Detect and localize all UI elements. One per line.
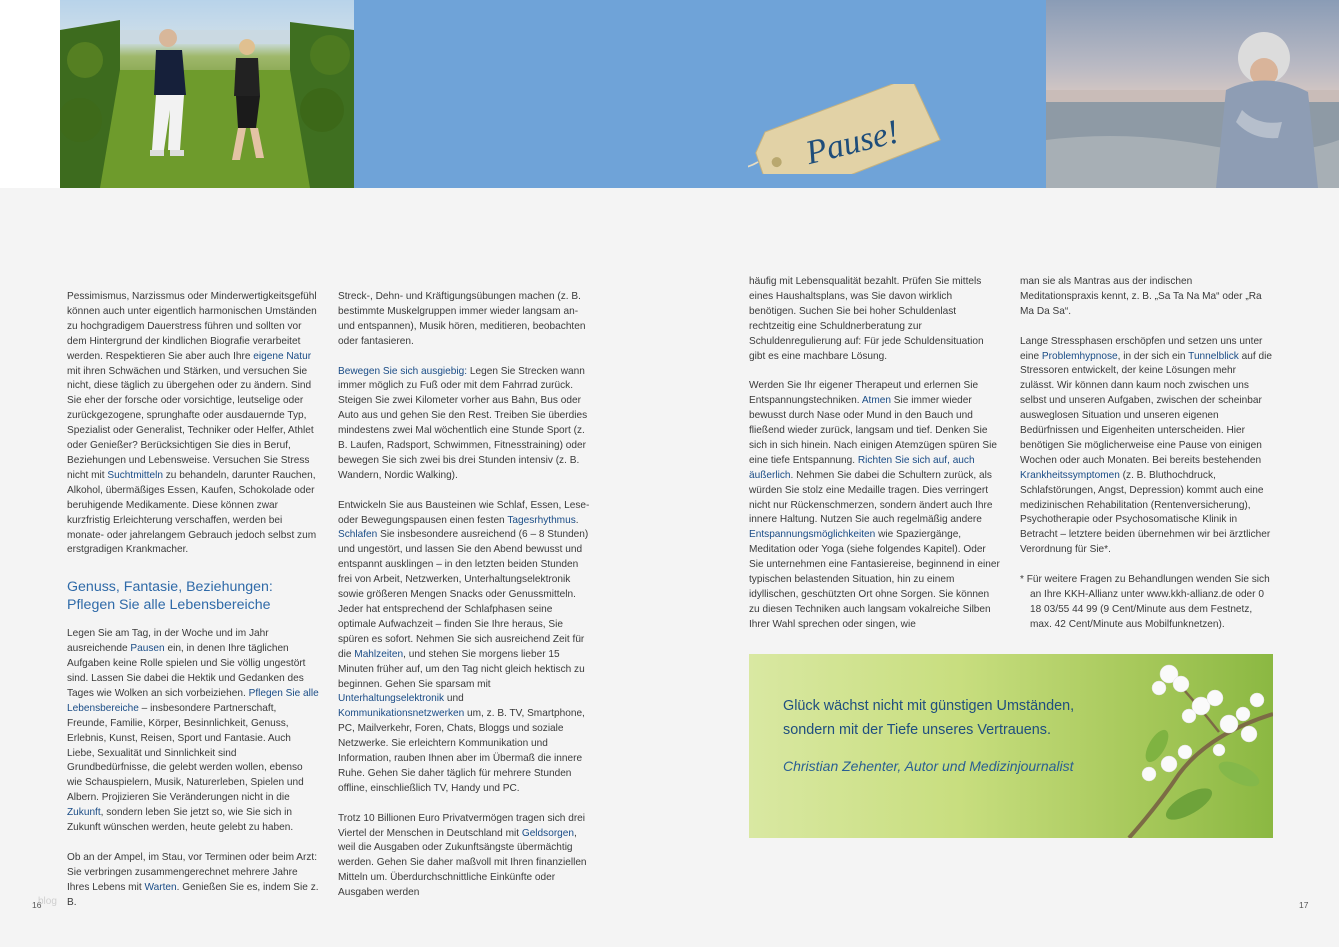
- paragraph: Ob an der Ampel, im Stau, vor Terminen oder beim Arzt: Sie verbringen zusammengerechnet mehrere Jahre Ihres Lebens mit Warten. Genießen Sie es, indem Sie z. B.: [67, 851, 319, 908]
- column-3: [749, 275, 1001, 648]
- column-4: [1020, 275, 1272, 648]
- quote-author: Christian Zehenter, Autor und Medizinjournalist: [783, 758, 1074, 774]
- keyword-link: Suchtmitteln: [107, 469, 163, 481]
- column-2: [338, 290, 590, 916]
- paragraph: Lange Stressphasen erschöpfen und setzen uns unter eine Problemhypnose, in der sich ein Tunnelblick auf die Stressoren entwickelt, der keine Lösungen mehr zulässt. Wir können dann kaum noch zwischen uns selbst und unseren Aufgaben, zwischen der scheinbar ausweglosen Situation und unseren eigenen Bedürfnissen und Eigenheiten unterscheiden. Hier benötigen Sie möglicherweise eine Pause von einigen Wochen oder auch Monaten. Bei bereits bestehenden Krankheitssymptomen (z. B. Bluthochdruck, Schlafstörungen, Angst, Depression) kommt auch eine medizinischen Rehabilitation (Rentenversicherung), Psychotherapie oder Psychosomatische Klinik in Betracht – letztere beiden übernehmen wir bei ärztlicher Verordnung für Sie*.: [1020, 335, 1272, 556]
- watermark: blog: [38, 896, 57, 907]
- woman-at-sea-illustration: [1046, 0, 1339, 188]
- keyword-link: Unterhaltungselektronik: [338, 693, 445, 705]
- column-1: [67, 290, 319, 925]
- paragraph: häufig mit Lebensqualität bezahlt. Prüfen Sie mittels eines Haushaltsplans, was Sie davon wirklich benötigen. Suchen Sie bei hoher Schuldenlast rechtzeitig eine Schuldnerberatung zur Schuldenregulierung auf: Für jede Schuldensituation gibt es eine machbare Lösung.: [749, 276, 984, 362]
- paragraph: Trotz 10 Billionen Euro Privatvermögen tragen sich drei Viertel der Menschen in Deutschland mit Geldsorgen, weil die Ausgaben oder Zukunftsängste übermächtig werden. Gehen Sie daher maßvoll mit Ihren finanziellen Mitteln um. Überdurchschnittliche Einkünfte oder Ausgaben werden: [338, 812, 587, 899]
- keyword-link: Warten: [144, 881, 177, 893]
- keyword-link: Pausen: [130, 643, 165, 655]
- keyword-link: Atmen: [861, 395, 891, 407]
- keyword-link: Krankheitssymptomen: [1020, 469, 1120, 481]
- paragraph: man sie als Mantras aus der indischen Meditationspraxis kennt, z. B. „Sa Ta Na Ma“ oder „Ra Ma Da Sa“.: [1020, 276, 1262, 317]
- paragraph: Pessimismus, Narzissmus oder Minderwertigkeitsgefühl können auch unter eigentlich harmonischen Umständen zu hochgradigem Dauerstress führen und sollten vor dem Hintergrund der kindlichen Biografie verarbeitet werden. Respektieren Sie aber auch Ihre eigene Natur mit ihren Schwächen und Stärken, und versuchen Sie nicht, diese täglich zu übergehen oder zu ändern. Sind Sie eher der forsche oder vorsichtige, leutselige oder zurückgezogene, sprunghafte oder ausdauernde Typ, Spezialist oder Generalist, Techniker oder Helfer, Athlet oder Genießer? Berücksichtigen Sie dies in Beruf, Beziehungen und Lebensweise. Versuchen Sie Stress nicht mit Suchtmitteln zu behandeln, darunter Rauchen, Alkohol, übermäßiges Essen, Kaufen, Schokolade oder beruhigende Medikamente. Diese können zwar kurzfristig Erleichterung verschaffen, werden bei monate- oder jahrelangem Gebrauch jedoch selbst zum erstgradigen Krankmacher.: [67, 291, 317, 556]
- keyword-link: eigene Natur: [253, 350, 312, 362]
- quote-box: [749, 654, 1273, 838]
- paragraph: Legen Sie am Tag, in der Woche und im Jahr ausreichende Pausen ein, in denen Ihre täglichen Aufgaben keine Rolle spielen und Sie völlig ungestört sind. Lassen Sie dabei die Hektik und Gedanken des Tages wie Wolken an sich vorbeiziehen. Pflegen Sie alle Lebensbereiche – insbesondere Partnerschaft, Freunde, Familie, Körper, Besinnlichkeit, Genuss, Erlebnis, Kunst, Reisen, Sport und Fantasie. Auch Liebe, Sexualität und Sinnlichkeit sind Grundbedürfnisse, die gelebt werden wollen, ebenso wie Schauspielern, Musik, Naturerleben, Spielen und Albern. Projizieren Sie Veränderungen nicht in die Zukunft, sondern leben Sie jetzt so, wie Sie sich in Zukunft wünschen werden, heute gelebt zu haben.: [67, 628, 319, 834]
- keyword-link: Mahlzeiten: [354, 648, 404, 660]
- paragraph: Streck-, Dehn- und Kräftigungsübungen machen (z. B. bestimmte Muskelgruppen immer wieder langsam an- und entspannen), Musik hören, meditieren, beobachten oder fantasieren.: [338, 291, 586, 347]
- jogging-couple-illustration: [60, 0, 354, 188]
- header-banner: [0, 0, 1339, 188]
- paragraph: Werden Sie Ihr eigener Therapeut und erlernen Sie Entspannungstechniken. Atmen Sie immer wieder bewusst durch Nase oder Mund in den Bauch und fließend wieder zurück, langsam und tief. Denken Sie sich in sich hinein. Nach einigen Atemzügen spüren Sie eine tiefe Entspannung. Richten Sie sich auf, auch äußerlich. Nehmen Sie dabei die Schultern zurück, als würden Sie stolz eine Medaille tragen. Dies verringert nicht nur Rückenschmerzen, sondern ändert auch Ihre innere Haltung. Nutzen Sie auch regelmäßig andere Entspannungsmöglichkeiten wie Spaziergänge, Meditation oder Yoga (siehe folgendes Kapitel). Oder Sie unternehmen eine Fantasiereise, beginnend in einer typischen belastenden Situation, hin zu einem idyllischen, geschützten Ort ohne Sorgen. Sie können zu diesen Techniken auch langsam vokalreiche Silben Ihrer Wahl sprechen oder singen, wie: [749, 380, 1000, 630]
- keyword-link: Tunnelblick: [1188, 350, 1239, 362]
- keyword-link: Geldsorgen: [521, 827, 575, 839]
- keyword-link: Richten Sie sich auf, auch äußerlich: [749, 454, 975, 481]
- paragraph: Entwickeln Sie aus Bausteinen wie Schlaf, Essen, Lese- oder Bewegungspausen einen festen Tagesrhythmus. Schlafen Sie insbesondere ausreichend (6 – 8 Stunden) und ungestört, und lassen Sie den Abend bewusst und entspannt ausklingen – in den letzten beiden Stunden frei von Arbeit, Netzwerken, Unterhaltungselektronik sowie größeren Mengen Snacks oder Genussmitteln. Jeder hat entsprechend der Schlafphasen seine optimale Aufwachzeit – finden Sie Ihre heraus, Sie spüren es sofort. Nehmen Sie sich ausreichend Zeit für die Mahlzeiten, und stehen Sie morgens lieber 15 Minuten früher auf, um den Tag nicht gleich hektisch zu beginnen. Gehen Sie sparsam mit Unterhaltungselektronik und Kommunikationsnetzwerken um, z. B. TV, Smartphone, PC, Mailverkehr, Foren, Chats, Bloggs und soziale Netzwerke. Sie erleichtern Kommunikation und Information, rauben Ihnen aber im Übermaß die innere Ruhe. Gehen Sie daher täglich für mehrere Stunden offline, einschließlich TV, Handy und PC.: [338, 499, 590, 794]
- footnote: * Für weitere Fragen zu Behandlungen wenden Sie sich an Ihre KKH-Allianz unter www.kkh-allianz.de oder 0 18 03/55 44 99 (9 Cent/Minute aus dem Festnetz, max. 42 Cent/Minute aus Mobilfunknetzen).: [1020, 574, 1270, 630]
- keyword-link: Tagesrhythmus: [507, 514, 576, 526]
- quote-text: Glück wächst nicht mit günstigen Umständen, sondern mit der Tiefe unseres Vertrauens.: [783, 698, 1075, 738]
- page-number-left: 16: [32, 900, 42, 910]
- blossom-branch-illustration: [749, 654, 1273, 838]
- tag-text: Pause!: [802, 113, 903, 173]
- page-number-right: 17: [1299, 900, 1309, 910]
- paragraph: Bewegen Sie sich ausgiebig: Legen Sie Strecken wann immer möglich zu Fuß oder mit dem Fahrrad zurück. Steigen Sie zwei Kilometer vorher aus Bahn, Bus oder Auto aus und gehen Sie den Rest. Treiben Sie überdies mindestens zwei Mal wöchentlich eine Stunde Sport (z. B. Laufen, Radsport, Schwimmen, Fitnesstraining) oder bewegen Sie sich zwei bis drei Stunden intensiv (z. B. Wandern, Nordic Walking).: [338, 365, 588, 481]
- keyword-link: Bewegen Sie sich ausgiebig:: [338, 365, 468, 377]
- keyword-link: Zukunft: [67, 807, 101, 819]
- keyword-link: Problemhypnose: [1041, 350, 1118, 362]
- keyword-link: Entspannungsmöglichkeiten: [749, 529, 876, 541]
- pause-tag: [748, 84, 948, 174]
- keyword-link: Schlafen: [338, 529, 378, 541]
- keyword-link: Pflegen Sie alle Lebensbereiche: [67, 687, 319, 714]
- keyword-link: Kommunikationsnetzwerken: [338, 708, 465, 720]
- woman-at-sea-photo: [1046, 0, 1339, 188]
- section-heading: Genuss, Fantasie, Beziehungen: Pflegen Sie alle Lebensbereiche: [67, 579, 273, 614]
- jogging-couple-photo: [60, 0, 354, 188]
